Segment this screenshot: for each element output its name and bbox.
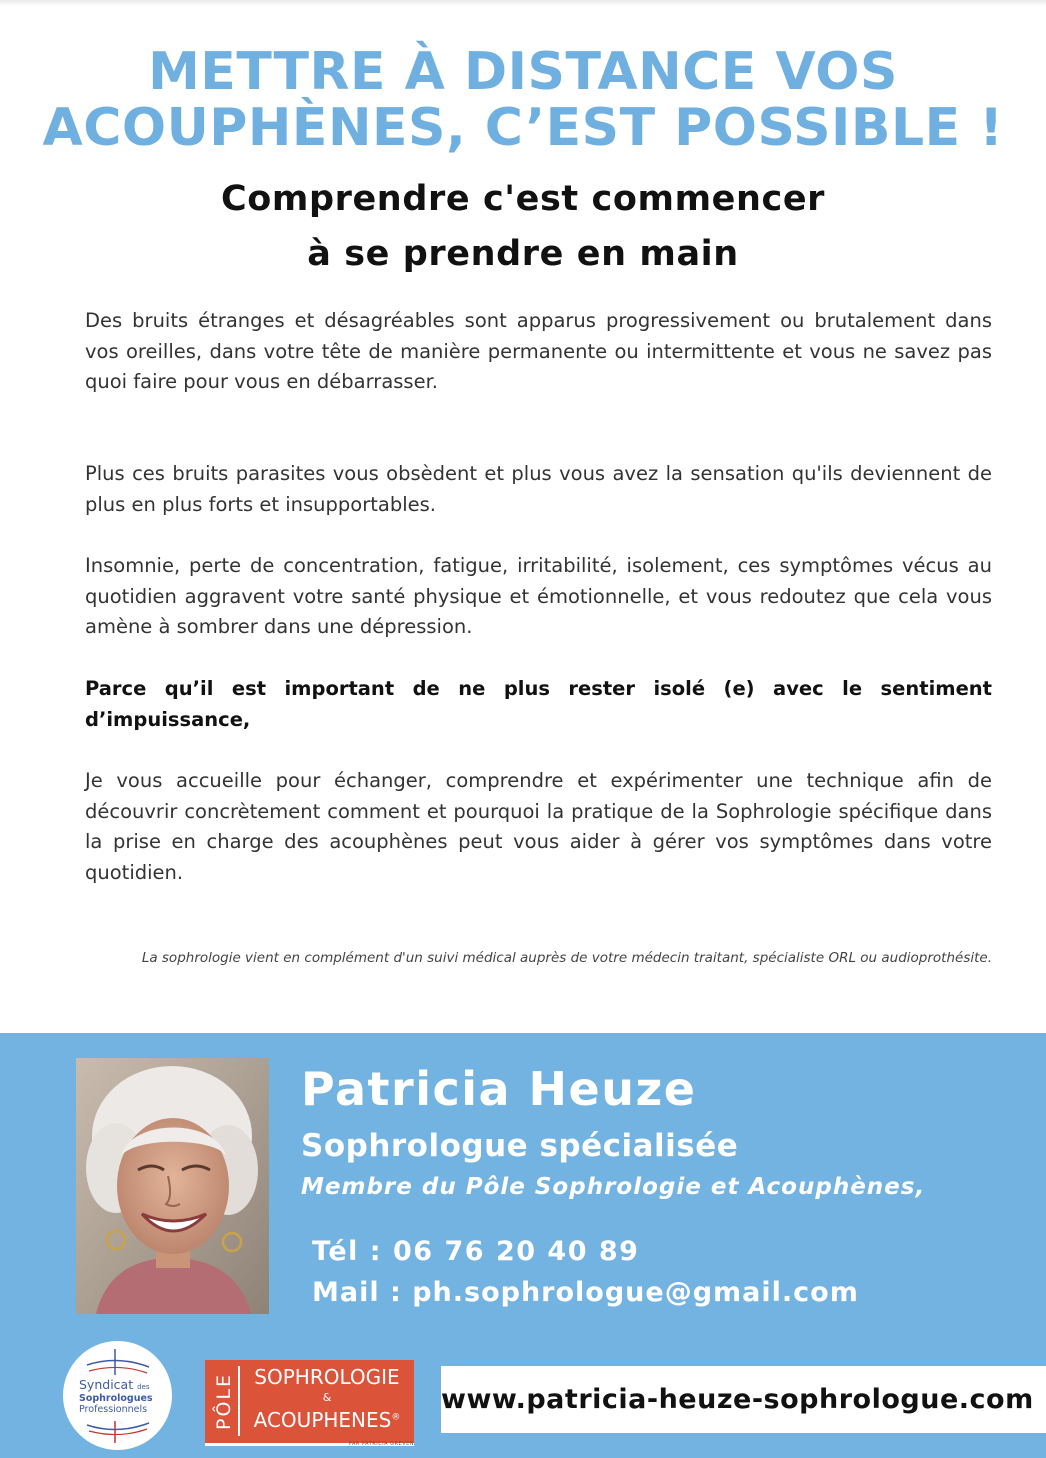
subtitle bbox=[60, 172, 986, 282]
paragraph-emphasis: Parce qu’il est important de ne plus rester isolé (e) avec le sentiment d’impuissance, bbox=[85, 677, 992, 731]
subtitle-line-2: à se prendre en main bbox=[307, 234, 739, 274]
syndicat-word-3: Professionnels bbox=[79, 1404, 148, 1415]
medical-disclaimer: La sophrologie vient en complément d'un suivi médical auprès de votre médecin traitant, spécialiste ORL ou audioprothésite. bbox=[141, 950, 992, 966]
pole-line-2: ACOUPHENES® bbox=[253, 1408, 401, 1432]
paragraph-symptoms: Insomnie, perte de concentration, fatigue, irritabilité, isolement, ces symptômes vécus au quotidien aggravent votre santé physique et émotionnelle, et vous redoutez que cela vous amène à sombrer dans une dépression. bbox=[85, 554, 992, 639]
website-link[interactable]: www.patricia-heuze-sophrologue.com bbox=[441, 1384, 1034, 1415]
pole-byline: PAR PATRICIA GREVEN bbox=[348, 1441, 414, 1447]
title-line-1: METTRE À DISTANCE VOS bbox=[148, 42, 898, 102]
subtitle-line-1: Comprendre c'est commencer bbox=[220, 179, 826, 219]
paragraph-intro: Des bruits étranges et désagréables sont apparus progressivement ou brutalement dans vos oreilles, dans votre tête de manière permanente ou intermittente et vous ne savez pas quoi faire pour vous en débarrasser. bbox=[85, 309, 992, 394]
portrait-illustration bbox=[76, 1058, 269, 1314]
top-shadow bbox=[0, 0, 1046, 6]
contact-name: Patricia Heuze bbox=[301, 1062, 697, 1116]
syndicat-word-2: Sophrologues bbox=[79, 1393, 153, 1404]
paragraph-welcome: Je vous accueille pour échanger, comprendre et expérimenter une technique afin de découvrir concrètement comment et pourquoi la pratique de la Sophrologie spécifique dans la prise en charge des acouphènes peut vous aider à gérer vos symptômes dans votre quotidien. bbox=[85, 769, 992, 885]
website-box bbox=[441, 1366, 1046, 1433]
syndicat-logo bbox=[63, 1341, 172, 1450]
contact-role: Sophrologue spécialisée bbox=[301, 1128, 739, 1164]
pole-vertical-label: PÔLE bbox=[213, 1372, 235, 1430]
contact-email[interactable]: Mail : ph.sophrologue@gmail.com bbox=[312, 1277, 859, 1308]
pole-line-1: SOPHROLOGIE bbox=[254, 1365, 400, 1389]
pole-logo bbox=[205, 1360, 414, 1443]
title-line-2: ACOUPHÈNES, C’EST POSSIBLE ! bbox=[42, 98, 1004, 158]
page-title bbox=[40, 44, 1006, 156]
contact-membership: Membre du Pôle Sophrologie et Acouphènes, bbox=[301, 1174, 926, 1200]
pole-divider bbox=[238, 1366, 240, 1436]
portrait-photo bbox=[76, 1058, 269, 1314]
contact-phone[interactable]: Tél : 06 76 20 40 89 bbox=[312, 1236, 640, 1267]
syndicat-word-1: Syndicat des bbox=[79, 1377, 150, 1392]
pole-ampersand: & bbox=[322, 1391, 332, 1404]
paragraph-noises: Plus ces bruits parasites vous obsèdent et plus vous avez la sensation qu'ils deviennent de plus en plus forts et insupportables. bbox=[85, 462, 992, 516]
